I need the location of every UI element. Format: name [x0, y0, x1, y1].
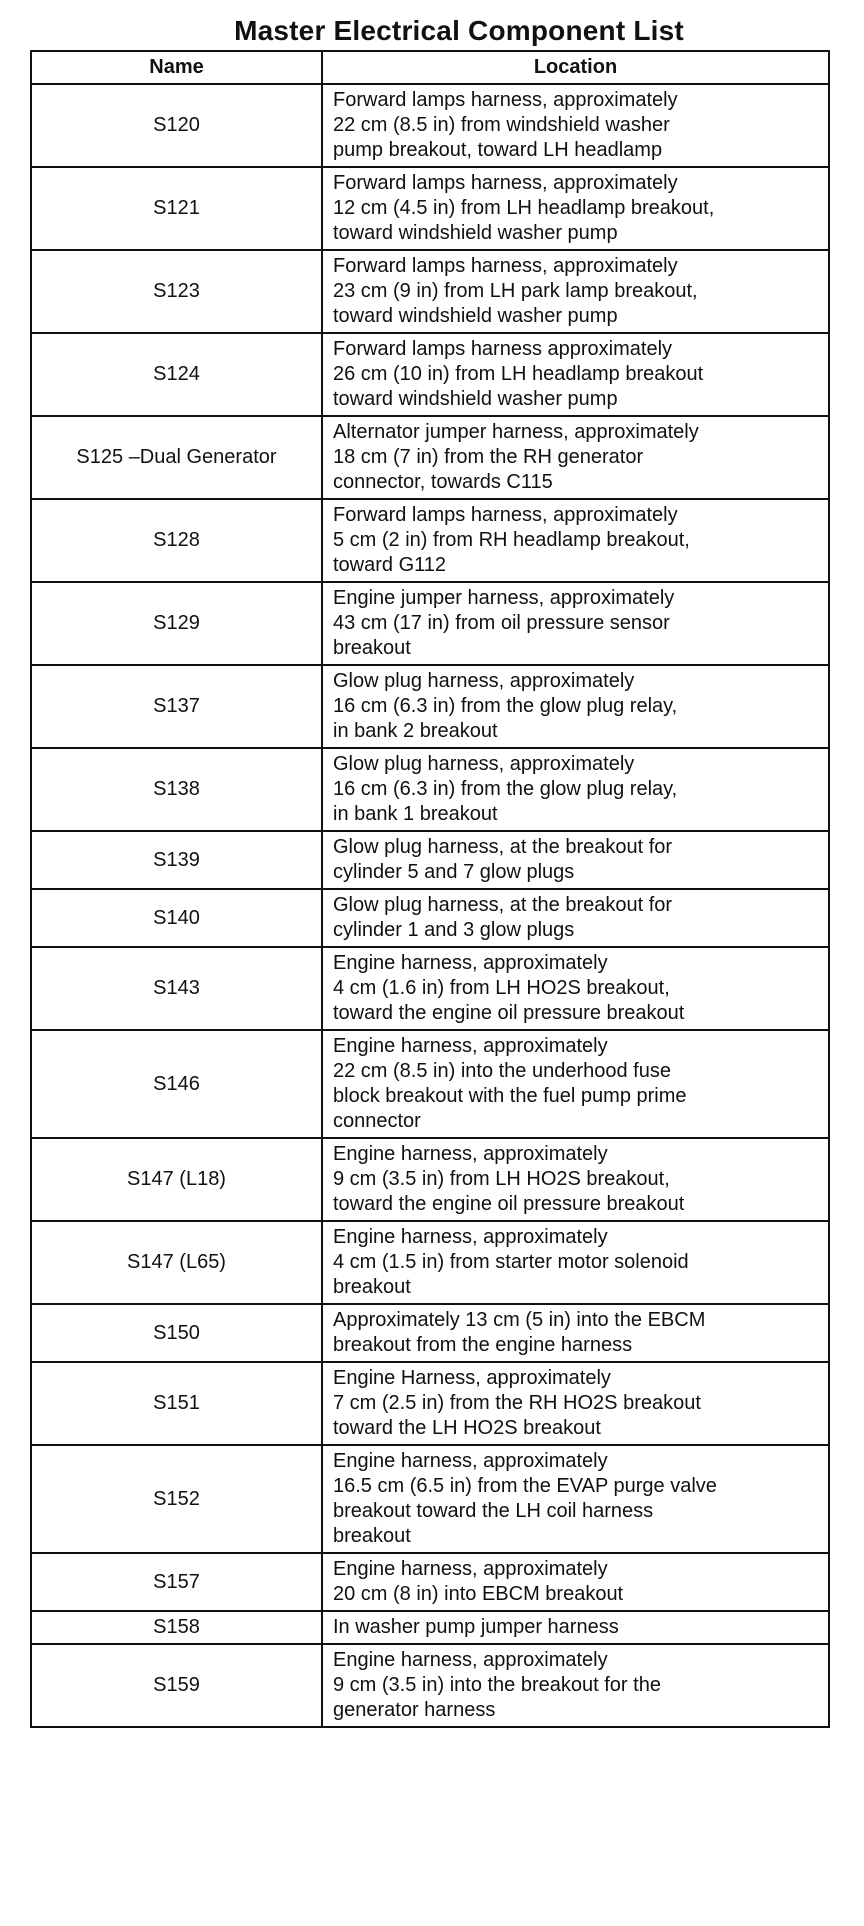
component-location-cell: Engine harness, approximately 9 cm (3.5 in) from LH HO2S breakout, toward the engine oil pressure breakout: [322, 1138, 829, 1221]
component-name-cell: S121: [31, 167, 322, 250]
component-name-cell: S139: [31, 831, 322, 889]
table-header-row: [31, 51, 829, 84]
component-location-cell: Forward lamps harness, approximately 5 cm (2 in) from RH headlamp breakout, toward G112: [322, 499, 829, 582]
component-name-cell: S147 (L65): [31, 1221, 322, 1304]
component-name-cell: S158: [31, 1611, 322, 1644]
table-row: [31, 1445, 829, 1553]
table-row: [31, 1553, 829, 1611]
table-row: [31, 84, 829, 167]
component-table: [30, 50, 830, 1728]
component-location-cell: Forward lamps harness, approximately 23 cm (9 in) from LH park lamp breakout, toward windshield washer pump: [322, 250, 829, 333]
column-header-name: Name: [31, 51, 322, 84]
component-name-cell: S123: [31, 250, 322, 333]
component-location-cell: Engine harness, approximately 16.5 cm (6.5 in) from the EVAP purge valve breakout toward the LH coil harness breakout: [322, 1445, 829, 1553]
table-row: [31, 748, 829, 831]
component-name-cell: S143: [31, 947, 322, 1030]
component-name-cell: S147 (L18): [31, 1138, 322, 1221]
document-title: Master Electrical Component List: [234, 15, 684, 46]
component-location-cell: Forward lamps harness approximately 26 cm (10 in) from LH headlamp breakout toward windshield washer pump: [322, 333, 829, 416]
component-location-cell: Glow plug harness, at the breakout for cylinder 5 and 7 glow plugs: [322, 831, 829, 889]
table-row: [31, 167, 829, 250]
table-row: [31, 1030, 829, 1138]
component-name-cell: S159: [31, 1644, 322, 1727]
component-name-cell: S138: [31, 748, 322, 831]
table-row: [31, 889, 829, 947]
table-row: [31, 1221, 829, 1304]
table-row: [31, 665, 829, 748]
component-name-cell: S151: [31, 1362, 322, 1445]
component-name-cell: S137: [31, 665, 322, 748]
component-name-cell: S140: [31, 889, 322, 947]
component-location-cell: Engine jumper harness, approximately 43 cm (17 in) from oil pressure sensor breakout: [322, 582, 829, 665]
component-location-cell: Forward lamps harness, approximately 12 cm (4.5 in) from LH headlamp breakout, toward windshield washer pump: [322, 167, 829, 250]
component-location-cell: Alternator jumper harness, approximately 18 cm (7 in) from the RH generator connector, towards C115: [322, 416, 829, 499]
component-name-cell: S120: [31, 84, 322, 167]
document-page: [30, 14, 828, 1728]
column-header-location: Location: [322, 51, 829, 84]
component-location-cell: Engine harness, approximately 20 cm (8 in) into EBCM breakout: [322, 1553, 829, 1611]
component-location-cell: Engine harness, approximately 4 cm (1.5 in) from starter motor solenoid breakout: [322, 1221, 829, 1304]
component-name-cell: S129: [31, 582, 322, 665]
table-row: [31, 416, 829, 499]
component-name-cell: S146: [31, 1030, 322, 1138]
component-name-cell: S152: [31, 1445, 322, 1553]
component-location-cell: Glow plug harness, approximately 16 cm (6.3 in) from the glow plug relay, in bank 1 breakout: [322, 748, 829, 831]
component-location-cell: Glow plug harness, at the breakout for cylinder 1 and 3 glow plugs: [322, 889, 829, 947]
table-row: [31, 1138, 829, 1221]
table-row: [31, 333, 829, 416]
component-name-cell: S124: [31, 333, 322, 416]
component-name-cell: S128: [31, 499, 322, 582]
table-body: [31, 84, 829, 1727]
component-location-cell: Engine harness, approximately 22 cm (8.5 in) into the underhood fuse block breakout with the fuel pump prime connector: [322, 1030, 829, 1138]
component-name-cell: S157: [31, 1553, 322, 1611]
component-location-cell: Forward lamps harness, approximately 22 cm (8.5 in) from windshield washer pump breakout, toward LH headlamp: [322, 84, 829, 167]
table-row: [31, 250, 829, 333]
component-name-cell: S125 –Dual Generator: [31, 416, 322, 499]
table-row: [31, 947, 829, 1030]
table-row: [31, 1304, 829, 1362]
component-location-cell: Engine Harness, approximately 7 cm (2.5 in) from the RH HO2S breakout toward the LH HO2S breakout: [322, 1362, 829, 1445]
table-row: [31, 1611, 829, 1644]
component-location-cell: Approximately 13 cm (5 in) into the EBCM breakout from the engine harness: [322, 1304, 829, 1362]
table-row: [31, 582, 829, 665]
table-row: [31, 831, 829, 889]
table-row: [31, 499, 829, 582]
component-location-cell: Glow plug harness, approximately 16 cm (6.3 in) from the glow plug relay, in bank 2 breakout: [322, 665, 829, 748]
component-location-cell: In washer pump jumper harness: [322, 1611, 829, 1644]
component-location-cell: Engine harness, approximately 9 cm (3.5 in) into the breakout for the generator harness: [322, 1644, 829, 1727]
component-location-cell: Engine harness, approximately 4 cm (1.6 in) from LH HO2S breakout, toward the engine oil pressure breakout: [322, 947, 829, 1030]
component-name-cell: S150: [31, 1304, 322, 1362]
table-row: [31, 1644, 829, 1727]
table-row: [31, 1362, 829, 1445]
